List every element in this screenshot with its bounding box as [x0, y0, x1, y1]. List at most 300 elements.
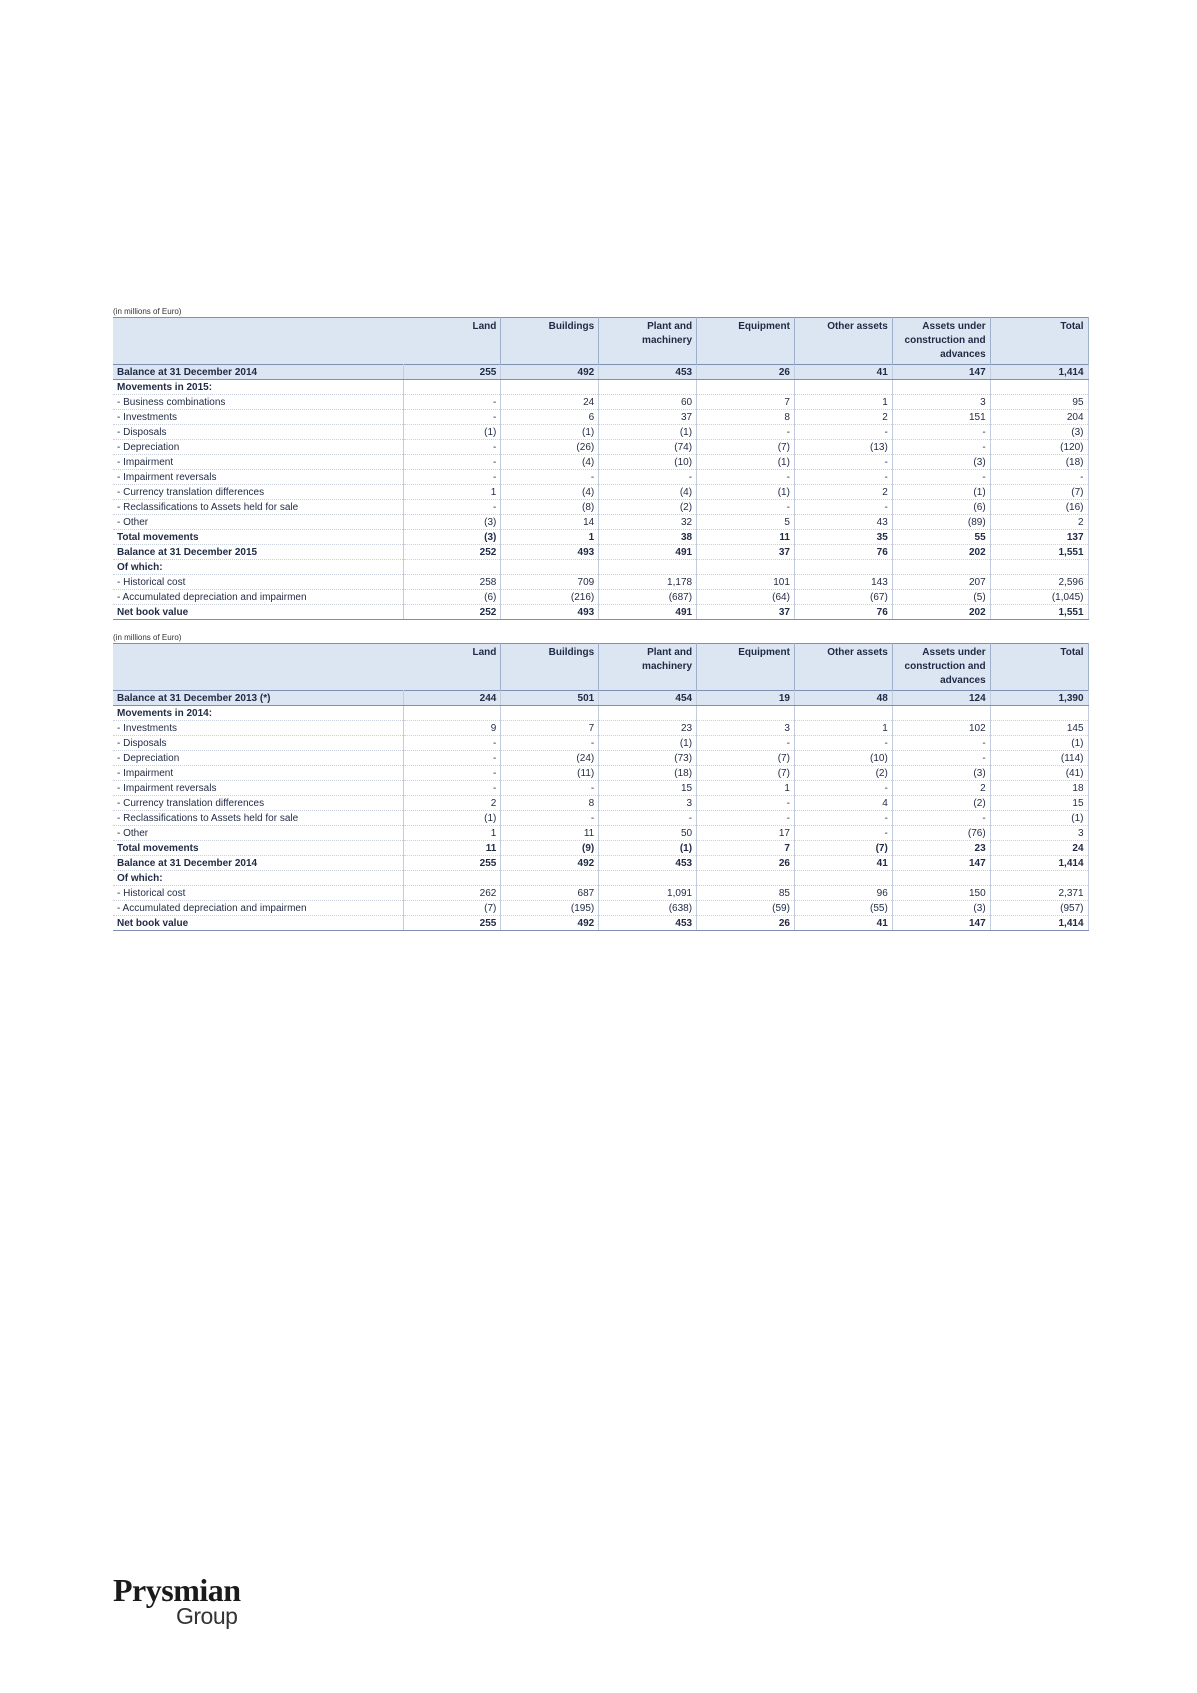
value-cell: 76 [794, 545, 892, 560]
value-cell: 147 [892, 856, 990, 871]
value-cell: 252 [403, 605, 501, 620]
value-cell: (16) [990, 500, 1088, 515]
value-cell: - [403, 736, 501, 751]
value-cell: - [403, 395, 501, 410]
value-cell: 11 [697, 530, 795, 545]
value-cell: (26) [501, 440, 599, 455]
value-cell: (1) [501, 425, 599, 440]
value-cell: 453 [599, 365, 697, 380]
value-cell: 2,371 [990, 886, 1088, 901]
table-row [113, 395, 1088, 410]
value-cell: 1 [501, 530, 599, 545]
column-header: Other assets [794, 644, 892, 691]
value-cell: (7) [697, 766, 795, 781]
value-cell: 23 [599, 721, 697, 736]
value-cell: 15 [599, 781, 697, 796]
table-row [113, 470, 1088, 485]
table-row [113, 530, 1088, 545]
value-cell: 41 [794, 916, 892, 931]
value-cell: 1,551 [990, 545, 1088, 560]
value-cell: 14 [501, 515, 599, 530]
value-cell: - [892, 440, 990, 455]
value-cell: 124 [892, 691, 990, 706]
value-cell: 101 [697, 575, 795, 590]
value-cell: 5 [697, 515, 795, 530]
table-body [113, 691, 1088, 931]
column-header: Total [990, 318, 1088, 365]
row-label: Total movements [113, 841, 403, 856]
row-label: Net book value [113, 605, 403, 620]
value-cell [990, 560, 1088, 575]
value-cell: (64) [697, 590, 795, 605]
value-cell: 493 [501, 545, 599, 560]
header-row [113, 644, 1088, 691]
value-cell: - [697, 811, 795, 826]
row-label: - Impairment [113, 766, 403, 781]
value-cell: 6 [501, 410, 599, 425]
value-cell: (73) [599, 751, 697, 766]
value-cell: 55 [892, 530, 990, 545]
row-label: - Historical cost [113, 886, 403, 901]
value-cell [403, 871, 501, 886]
header-row [113, 318, 1088, 365]
row-label: - Currency translation differences [113, 796, 403, 811]
row-label: - Impairment reversals [113, 781, 403, 796]
value-cell [697, 560, 795, 575]
value-cell: 2 [794, 410, 892, 425]
table-row [113, 691, 1088, 706]
table-row [113, 751, 1088, 766]
value-cell: (10) [599, 455, 697, 470]
value-cell: - [794, 455, 892, 470]
value-cell: - [501, 736, 599, 751]
value-cell: 17 [697, 826, 795, 841]
value-cell: - [697, 796, 795, 811]
value-cell: 41 [794, 856, 892, 871]
value-cell: - [403, 766, 501, 781]
table-row [113, 590, 1088, 605]
value-cell: (24) [501, 751, 599, 766]
row-label: - Historical cost [113, 575, 403, 590]
value-cell: (1) [599, 841, 697, 856]
value-cell: 11 [403, 841, 501, 856]
value-cell: (1) [403, 811, 501, 826]
value-cell: 2 [990, 515, 1088, 530]
value-cell: (7) [403, 901, 501, 916]
value-cell: - [990, 470, 1088, 485]
value-cell: 26 [697, 365, 795, 380]
table-row [113, 871, 1088, 886]
row-label: - Accumulated depreciation and impairmen [113, 901, 403, 916]
value-cell: 2 [403, 796, 501, 811]
value-cell: 255 [403, 856, 501, 871]
value-cell: 35 [794, 530, 892, 545]
value-cell: 23 [892, 841, 990, 856]
value-cell [403, 706, 501, 721]
row-label: Balance at 31 December 2015 [113, 545, 403, 560]
value-cell: - [501, 781, 599, 796]
value-cell: - [403, 781, 501, 796]
column-header: Total [990, 644, 1088, 691]
value-cell: - [794, 470, 892, 485]
value-cell: 26 [697, 916, 795, 931]
value-cell: 3 [990, 826, 1088, 841]
table-row [113, 811, 1088, 826]
value-cell [697, 380, 795, 395]
column-header: Land [403, 644, 501, 691]
value-cell: 453 [599, 856, 697, 871]
value-cell: 1,414 [990, 916, 1088, 931]
value-cell: - [403, 500, 501, 515]
value-cell: 3 [892, 395, 990, 410]
value-cell: (59) [697, 901, 795, 916]
value-cell: 454 [599, 691, 697, 706]
value-cell: (957) [990, 901, 1088, 916]
value-cell: 1 [794, 721, 892, 736]
column-header: Plant and machinery [599, 644, 697, 691]
value-cell: (6) [892, 500, 990, 515]
value-cell: (1,045) [990, 590, 1088, 605]
value-cell: 491 [599, 545, 697, 560]
value-cell: (3) [892, 455, 990, 470]
table-row [113, 781, 1088, 796]
table-row [113, 826, 1088, 841]
row-label: Of which: [113, 560, 403, 575]
value-cell: (3) [403, 530, 501, 545]
column-header: Plant and machinery [599, 318, 697, 365]
row-label: Of which: [113, 871, 403, 886]
row-label: - Investments [113, 410, 403, 425]
value-cell: (4) [599, 485, 697, 500]
value-cell: (8) [501, 500, 599, 515]
value-cell: 2 [794, 485, 892, 500]
table-row [113, 916, 1088, 931]
value-cell: (114) [990, 751, 1088, 766]
value-cell: 202 [892, 605, 990, 620]
value-cell: 1 [403, 485, 501, 500]
value-cell [599, 380, 697, 395]
value-cell [403, 560, 501, 575]
value-cell: - [892, 736, 990, 751]
value-cell: 37 [599, 410, 697, 425]
value-cell: (1) [990, 736, 1088, 751]
value-cell: 1 [794, 395, 892, 410]
value-cell: - [794, 425, 892, 440]
table-row [113, 706, 1088, 721]
row-label: Net book value [113, 916, 403, 931]
value-cell [990, 380, 1088, 395]
row-label: - Other [113, 826, 403, 841]
value-cell: (10) [794, 751, 892, 766]
unit-note: (in millions of Euro) [113, 633, 182, 642]
value-cell [501, 706, 599, 721]
movement-table [113, 317, 1089, 620]
value-cell: 150 [892, 886, 990, 901]
value-cell: (7) [697, 440, 795, 455]
value-cell [794, 871, 892, 886]
column-header: Buildings [501, 644, 599, 691]
value-cell: 95 [990, 395, 1088, 410]
value-cell: (7) [697, 751, 795, 766]
value-cell: - [794, 736, 892, 751]
row-label: - Other [113, 515, 403, 530]
row-label: - Impairment [113, 455, 403, 470]
table-row [113, 425, 1088, 440]
value-cell: 255 [403, 916, 501, 931]
value-cell: 1 [697, 781, 795, 796]
table-row [113, 575, 1088, 590]
value-cell: 145 [990, 721, 1088, 736]
value-cell: (67) [794, 590, 892, 605]
column-header: Buildings [501, 318, 599, 365]
value-cell: (3) [403, 515, 501, 530]
value-cell: 2 [892, 781, 990, 796]
value-cell: 1,091 [599, 886, 697, 901]
row-label: - Reclassifications to Assets held for sale [113, 500, 403, 515]
row-label: Balance at 31 December 2013 (*) [113, 691, 403, 706]
value-cell: 41 [794, 365, 892, 380]
value-cell: (5) [892, 590, 990, 605]
table-row [113, 856, 1088, 871]
value-cell: 137 [990, 530, 1088, 545]
table-row [113, 901, 1088, 916]
logo-line-1: Prysmian [113, 1572, 241, 1608]
value-cell: 492 [501, 365, 599, 380]
value-cell: 244 [403, 691, 501, 706]
table-row [113, 886, 1088, 901]
row-label: - Impairment reversals [113, 470, 403, 485]
value-cell: 147 [892, 916, 990, 931]
value-cell: (195) [501, 901, 599, 916]
value-cell: 1,178 [599, 575, 697, 590]
value-cell: (3) [990, 425, 1088, 440]
value-cell: (120) [990, 440, 1088, 455]
value-cell [990, 871, 1088, 886]
row-label: Balance at 31 December 2014 [113, 365, 403, 380]
value-cell: (1) [697, 455, 795, 470]
header-label-cell [113, 644, 403, 691]
value-cell: 38 [599, 530, 697, 545]
value-cell: 493 [501, 605, 599, 620]
value-cell [794, 380, 892, 395]
table-row [113, 440, 1088, 455]
value-cell: 204 [990, 410, 1088, 425]
table-row [113, 515, 1088, 530]
ppe-table-2014 [113, 632, 1088, 931]
value-cell: 24 [990, 841, 1088, 856]
value-cell [697, 871, 795, 886]
value-cell: (18) [990, 455, 1088, 470]
value-cell: (1) [599, 736, 697, 751]
header-label-cell [113, 318, 403, 365]
unit-note: (in millions of Euro) [113, 307, 182, 316]
value-cell: 4 [794, 796, 892, 811]
column-header: Assets under construction and advances [892, 644, 990, 691]
value-cell [794, 706, 892, 721]
value-cell: 32 [599, 515, 697, 530]
value-cell: 1,414 [990, 365, 1088, 380]
value-cell: 76 [794, 605, 892, 620]
row-label: - Disposals [113, 736, 403, 751]
value-cell: - [403, 410, 501, 425]
value-cell: (76) [892, 826, 990, 841]
table-row [113, 380, 1088, 395]
value-cell: (3) [892, 901, 990, 916]
value-cell: 252 [403, 545, 501, 560]
value-cell: - [403, 455, 501, 470]
value-cell: 18 [990, 781, 1088, 796]
value-cell: (687) [599, 590, 697, 605]
value-cell: - [697, 500, 795, 515]
table-row [113, 841, 1088, 856]
value-cell [501, 560, 599, 575]
value-cell: 262 [403, 886, 501, 901]
value-cell: 492 [501, 856, 599, 871]
value-cell: (1) [403, 425, 501, 440]
value-cell: (1) [990, 811, 1088, 826]
row-label: - Depreciation [113, 751, 403, 766]
value-cell: - [697, 470, 795, 485]
column-header: Assets under construction and advances [892, 318, 990, 365]
value-cell: (1) [599, 425, 697, 440]
row-label: - Reclassifications to Assets held for sale [113, 811, 403, 826]
value-cell: 709 [501, 575, 599, 590]
value-cell: 26 [697, 856, 795, 871]
value-cell: 60 [599, 395, 697, 410]
value-cell: (89) [892, 515, 990, 530]
value-cell: - [794, 500, 892, 515]
value-cell: - [794, 826, 892, 841]
value-cell: 687 [501, 886, 599, 901]
value-cell: - [599, 470, 697, 485]
value-cell: 15 [990, 796, 1088, 811]
value-cell: 7 [697, 395, 795, 410]
value-cell: 1,390 [990, 691, 1088, 706]
value-cell: 1 [403, 826, 501, 841]
table-row [113, 365, 1088, 380]
value-cell: (11) [501, 766, 599, 781]
value-cell: (41) [990, 766, 1088, 781]
value-cell [697, 706, 795, 721]
column-header: Land [403, 318, 501, 365]
value-cell: 8 [501, 796, 599, 811]
value-cell: 258 [403, 575, 501, 590]
value-cell [599, 706, 697, 721]
value-cell: - [501, 811, 599, 826]
value-cell [892, 706, 990, 721]
value-cell: - [892, 470, 990, 485]
row-label: Movements in 2015: [113, 380, 403, 395]
value-cell: 255 [403, 365, 501, 380]
value-cell: 24 [501, 395, 599, 410]
value-cell: 151 [892, 410, 990, 425]
value-cell [892, 560, 990, 575]
column-header: Equipment [697, 318, 795, 365]
value-cell: 492 [501, 916, 599, 931]
value-cell: (9) [501, 841, 599, 856]
value-cell: 11 [501, 826, 599, 841]
value-cell: 453 [599, 916, 697, 931]
value-cell: 7 [501, 721, 599, 736]
value-cell: 143 [794, 575, 892, 590]
value-cell [599, 871, 697, 886]
value-cell: (7) [794, 841, 892, 856]
value-cell [794, 560, 892, 575]
value-cell: 207 [892, 575, 990, 590]
value-cell: - [794, 781, 892, 796]
value-cell: 43 [794, 515, 892, 530]
value-cell: (216) [501, 590, 599, 605]
ppe-table-2015 [113, 306, 1088, 620]
value-cell: 491 [599, 605, 697, 620]
value-cell: (18) [599, 766, 697, 781]
table-row [113, 605, 1088, 620]
table-row [113, 721, 1088, 736]
value-cell: 96 [794, 886, 892, 901]
value-cell: 85 [697, 886, 795, 901]
value-cell: (55) [794, 901, 892, 916]
value-cell [599, 560, 697, 575]
value-cell: - [403, 440, 501, 455]
value-cell: 202 [892, 545, 990, 560]
value-cell [403, 380, 501, 395]
value-cell: - [892, 811, 990, 826]
value-cell: 50 [599, 826, 697, 841]
table-body [113, 365, 1088, 620]
value-cell [990, 706, 1088, 721]
value-cell: (4) [501, 485, 599, 500]
row-label: - Disposals [113, 425, 403, 440]
column-header: Other assets [794, 318, 892, 365]
value-cell: - [403, 751, 501, 766]
value-cell: - [892, 425, 990, 440]
column-header: Equipment [697, 644, 795, 691]
value-cell: 37 [697, 605, 795, 620]
value-cell: 1,551 [990, 605, 1088, 620]
value-cell: - [697, 425, 795, 440]
value-cell: 1,414 [990, 856, 1088, 871]
value-cell: (2) [794, 766, 892, 781]
value-cell: 147 [892, 365, 990, 380]
value-cell: (3) [892, 766, 990, 781]
value-cell: 102 [892, 721, 990, 736]
logo-line-2: Group [176, 1603, 238, 1629]
value-cell: (74) [599, 440, 697, 455]
table-row [113, 545, 1088, 560]
value-cell: - [892, 751, 990, 766]
movement-table [113, 643, 1089, 931]
value-cell: (13) [794, 440, 892, 455]
value-cell: (7) [990, 485, 1088, 500]
value-cell: (1) [697, 485, 795, 500]
value-cell: (1) [892, 485, 990, 500]
table-row [113, 410, 1088, 425]
value-cell: - [794, 811, 892, 826]
value-cell: 9 [403, 721, 501, 736]
value-cell: 8 [697, 410, 795, 425]
table-row [113, 796, 1088, 811]
value-cell: (2) [599, 500, 697, 515]
row-label: Total movements [113, 530, 403, 545]
value-cell: 48 [794, 691, 892, 706]
value-cell: (638) [599, 901, 697, 916]
table-row [113, 560, 1088, 575]
value-cell: 3 [599, 796, 697, 811]
value-cell: - [403, 470, 501, 485]
value-cell: - [599, 811, 697, 826]
company-logo [113, 1572, 263, 1632]
value-cell: (4) [501, 455, 599, 470]
